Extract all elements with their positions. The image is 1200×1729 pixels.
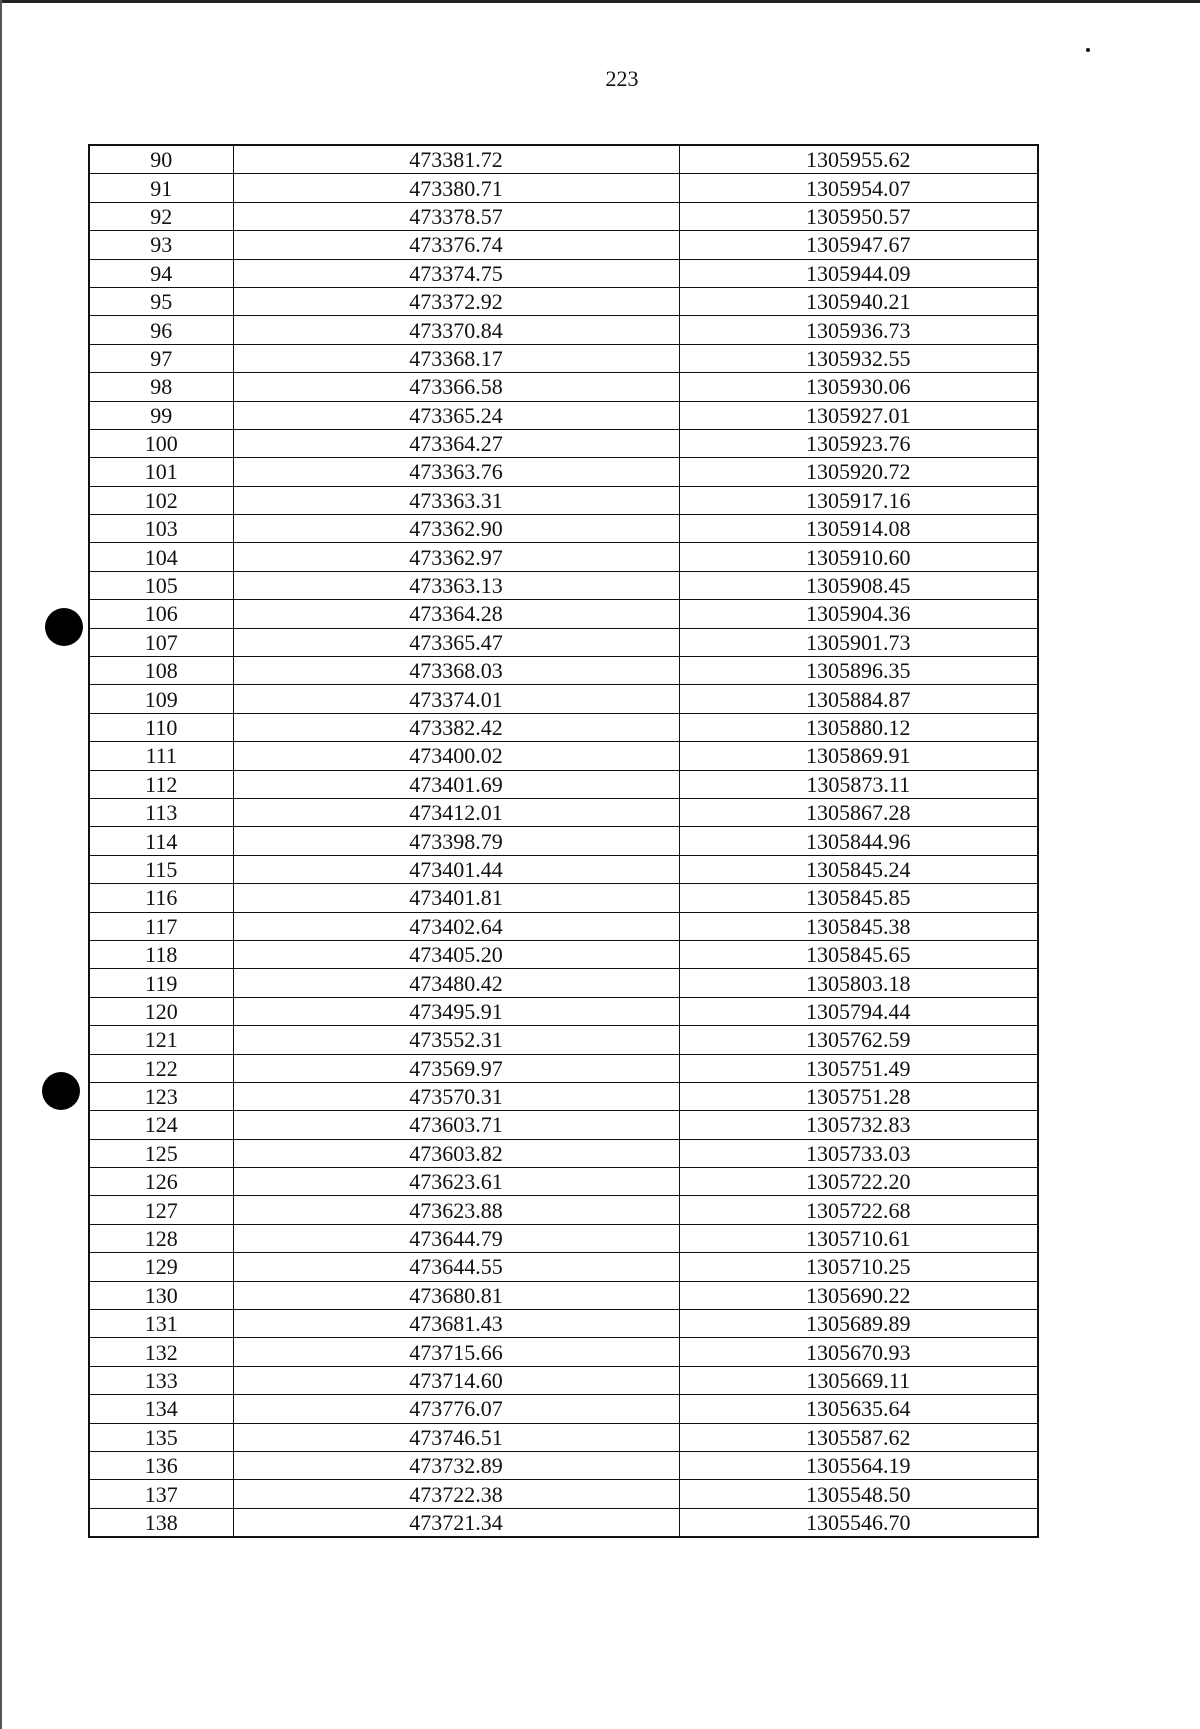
x-coordinate-cell: 473603.82 [233, 1139, 679, 1167]
table-row [89, 1310, 1038, 1338]
x-coordinate-cell: 473644.79 [233, 1224, 679, 1252]
x-coordinate-cell: 473362.97 [233, 543, 679, 571]
y-coordinate-cell: 1305954.07 [679, 174, 1038, 202]
x-coordinate-cell: 473374.01 [233, 685, 679, 713]
y-coordinate-cell: 1305587.62 [679, 1423, 1038, 1451]
table-row [89, 1395, 1038, 1423]
y-coordinate-cell: 1305689.89 [679, 1310, 1038, 1338]
point-number-cell: 115 [89, 855, 233, 883]
point-number-cell: 109 [89, 685, 233, 713]
y-coordinate-cell: 1305917.16 [679, 486, 1038, 514]
x-coordinate-cell: 473382.42 [233, 713, 679, 741]
x-coordinate-cell: 473405.20 [233, 940, 679, 968]
point-number-cell: 105 [89, 571, 233, 599]
x-coordinate-cell: 473721.34 [233, 1508, 679, 1537]
y-coordinate-cell: 1305690.22 [679, 1281, 1038, 1309]
x-coordinate-cell: 473376.74 [233, 231, 679, 259]
x-coordinate-cell: 473368.03 [233, 657, 679, 685]
table-row [89, 202, 1038, 230]
point-number-cell: 112 [89, 770, 233, 798]
table-row [89, 1026, 1038, 1054]
x-coordinate-cell: 473412.01 [233, 798, 679, 826]
y-coordinate-cell: 1305845.38 [679, 912, 1038, 940]
x-coordinate-cell: 473570.31 [233, 1082, 679, 1110]
x-coordinate-cell: 473480.42 [233, 969, 679, 997]
point-number-cell: 111 [89, 742, 233, 770]
x-coordinate-cell: 473746.51 [233, 1423, 679, 1451]
table-row [89, 855, 1038, 883]
x-coordinate-cell: 473372.92 [233, 287, 679, 315]
table-row [89, 344, 1038, 372]
x-coordinate-cell: 473381.72 [233, 145, 679, 174]
y-coordinate-cell: 1305844.96 [679, 827, 1038, 855]
point-number-cell: 103 [89, 515, 233, 543]
table-row [89, 1168, 1038, 1196]
table-row [89, 997, 1038, 1025]
y-coordinate-cell: 1305762.59 [679, 1026, 1038, 1054]
table-row [89, 1281, 1038, 1309]
scan-speck [1086, 48, 1090, 52]
table-row [89, 600, 1038, 628]
y-coordinate-cell: 1305732.83 [679, 1111, 1038, 1139]
table-row [89, 1111, 1038, 1139]
point-number-cell: 98 [89, 373, 233, 401]
point-number-cell: 114 [89, 827, 233, 855]
x-coordinate-cell: 473362.90 [233, 515, 679, 543]
y-coordinate-cell: 1305845.85 [679, 884, 1038, 912]
table-row [89, 770, 1038, 798]
x-coordinate-cell: 473569.97 [233, 1054, 679, 1082]
point-number-cell: 131 [89, 1310, 233, 1338]
table-row [89, 628, 1038, 656]
y-coordinate-cell: 1305880.12 [679, 713, 1038, 741]
table-row [89, 940, 1038, 968]
point-number-cell: 137 [89, 1480, 233, 1508]
y-coordinate-cell: 1305751.28 [679, 1082, 1038, 1110]
point-number-cell: 130 [89, 1281, 233, 1309]
y-coordinate-cell: 1305932.55 [679, 344, 1038, 372]
x-coordinate-cell: 473363.31 [233, 486, 679, 514]
table-row [89, 1196, 1038, 1224]
table-row [89, 1338, 1038, 1366]
table-row [89, 685, 1038, 713]
point-number-cell: 102 [89, 486, 233, 514]
y-coordinate-cell: 1305940.21 [679, 287, 1038, 315]
coordinates-table [88, 144, 1039, 1538]
x-coordinate-cell: 473365.47 [233, 628, 679, 656]
table-row [89, 1480, 1038, 1508]
point-number-cell: 136 [89, 1451, 233, 1479]
table-row [89, 486, 1038, 514]
table-row [89, 827, 1038, 855]
point-number-cell: 123 [89, 1082, 233, 1110]
y-coordinate-cell: 1305910.60 [679, 543, 1038, 571]
x-coordinate-cell: 473714.60 [233, 1366, 679, 1394]
point-number-cell: 127 [89, 1196, 233, 1224]
table-row [89, 657, 1038, 685]
y-coordinate-cell: 1305936.73 [679, 316, 1038, 344]
x-coordinate-cell: 473623.88 [233, 1196, 679, 1224]
y-coordinate-cell: 1305635.64 [679, 1395, 1038, 1423]
x-coordinate-cell: 473623.61 [233, 1168, 679, 1196]
x-coordinate-cell: 473400.02 [233, 742, 679, 770]
table-row [89, 969, 1038, 997]
scan-border-top [0, 0, 1200, 3]
table-row [89, 713, 1038, 741]
x-coordinate-cell: 473552.31 [233, 1026, 679, 1054]
point-number-cell: 107 [89, 628, 233, 656]
x-coordinate-cell: 473732.89 [233, 1451, 679, 1479]
table-row [89, 543, 1038, 571]
point-number-cell: 132 [89, 1338, 233, 1366]
point-number-cell: 96 [89, 316, 233, 344]
y-coordinate-cell: 1305884.87 [679, 685, 1038, 713]
point-number-cell: 95 [89, 287, 233, 315]
table-row [89, 316, 1038, 344]
table-row [89, 1054, 1038, 1082]
y-coordinate-cell: 1305845.24 [679, 855, 1038, 883]
y-coordinate-cell: 1305873.11 [679, 770, 1038, 798]
table-row [89, 231, 1038, 259]
y-coordinate-cell: 1305546.70 [679, 1508, 1038, 1537]
y-coordinate-cell: 1305751.49 [679, 1054, 1038, 1082]
table-row [89, 145, 1038, 174]
y-coordinate-cell: 1305869.91 [679, 742, 1038, 770]
punch-hole [45, 608, 83, 646]
y-coordinate-cell: 1305722.68 [679, 1196, 1038, 1224]
coordinates-table-body [89, 145, 1038, 1537]
y-coordinate-cell: 1305564.19 [679, 1451, 1038, 1479]
table-row [89, 571, 1038, 599]
table-row [89, 458, 1038, 486]
point-number-cell: 91 [89, 174, 233, 202]
x-coordinate-cell: 473776.07 [233, 1395, 679, 1423]
y-coordinate-cell: 1305944.09 [679, 259, 1038, 287]
point-number-cell: 113 [89, 798, 233, 826]
point-number-cell: 117 [89, 912, 233, 940]
x-coordinate-cell: 473603.71 [233, 1111, 679, 1139]
point-number-cell: 110 [89, 713, 233, 741]
table-row [89, 884, 1038, 912]
table-row [89, 259, 1038, 287]
x-coordinate-cell: 473365.24 [233, 401, 679, 429]
table-row [89, 401, 1038, 429]
point-number-cell: 124 [89, 1111, 233, 1139]
x-coordinate-cell: 473681.43 [233, 1310, 679, 1338]
table-row [89, 798, 1038, 826]
table-row [89, 373, 1038, 401]
point-number-cell: 90 [89, 145, 233, 174]
x-coordinate-cell: 473401.44 [233, 855, 679, 883]
y-coordinate-cell: 1305914.08 [679, 515, 1038, 543]
punch-hole [42, 1072, 80, 1110]
point-number-cell: 122 [89, 1054, 233, 1082]
x-coordinate-cell: 473401.81 [233, 884, 679, 912]
y-coordinate-cell: 1305722.20 [679, 1168, 1038, 1196]
scan-border-left [0, 0, 2, 1729]
point-number-cell: 100 [89, 429, 233, 457]
x-coordinate-cell: 473368.17 [233, 344, 679, 372]
point-number-cell: 121 [89, 1026, 233, 1054]
point-number-cell: 101 [89, 458, 233, 486]
y-coordinate-cell: 1305896.35 [679, 657, 1038, 685]
point-number-cell: 126 [89, 1168, 233, 1196]
x-coordinate-cell: 473364.27 [233, 429, 679, 457]
y-coordinate-cell: 1305901.73 [679, 628, 1038, 656]
table-row [89, 287, 1038, 315]
point-number-cell: 138 [89, 1508, 233, 1537]
point-number-cell: 99 [89, 401, 233, 429]
x-coordinate-cell: 473680.81 [233, 1281, 679, 1309]
x-coordinate-cell: 473363.76 [233, 458, 679, 486]
point-number-cell: 120 [89, 997, 233, 1025]
point-number-cell: 135 [89, 1423, 233, 1451]
y-coordinate-cell: 1305710.25 [679, 1253, 1038, 1281]
y-coordinate-cell: 1305908.45 [679, 571, 1038, 599]
y-coordinate-cell: 1305845.65 [679, 940, 1038, 968]
point-number-cell: 94 [89, 259, 233, 287]
y-coordinate-cell: 1305670.93 [679, 1338, 1038, 1366]
x-coordinate-cell: 473366.58 [233, 373, 679, 401]
point-number-cell: 134 [89, 1395, 233, 1423]
table-row [89, 1253, 1038, 1281]
x-coordinate-cell: 473495.91 [233, 997, 679, 1025]
point-number-cell: 125 [89, 1139, 233, 1167]
x-coordinate-cell: 473715.66 [233, 1338, 679, 1366]
y-coordinate-cell: 1305927.01 [679, 401, 1038, 429]
table-row [89, 1451, 1038, 1479]
y-coordinate-cell: 1305904.36 [679, 600, 1038, 628]
x-coordinate-cell: 473378.57 [233, 202, 679, 230]
y-coordinate-cell: 1305950.57 [679, 202, 1038, 230]
table-row [89, 1423, 1038, 1451]
y-coordinate-cell: 1305803.18 [679, 969, 1038, 997]
x-coordinate-cell: 473644.55 [233, 1253, 679, 1281]
point-number-cell: 118 [89, 940, 233, 968]
x-coordinate-cell: 473374.75 [233, 259, 679, 287]
x-coordinate-cell: 473401.69 [233, 770, 679, 798]
point-number-cell: 128 [89, 1224, 233, 1252]
point-number-cell: 104 [89, 543, 233, 571]
point-number-cell: 97 [89, 344, 233, 372]
x-coordinate-cell: 473370.84 [233, 316, 679, 344]
y-coordinate-cell: 1305669.11 [679, 1366, 1038, 1394]
y-coordinate-cell: 1305548.50 [679, 1480, 1038, 1508]
x-coordinate-cell: 473380.71 [233, 174, 679, 202]
point-number-cell: 106 [89, 600, 233, 628]
x-coordinate-cell: 473722.38 [233, 1480, 679, 1508]
y-coordinate-cell: 1305947.67 [679, 231, 1038, 259]
table-row [89, 174, 1038, 202]
table-row [89, 1139, 1038, 1167]
table-row [89, 1508, 1038, 1537]
table-row [89, 515, 1038, 543]
point-number-cell: 133 [89, 1366, 233, 1394]
y-coordinate-cell: 1305920.72 [679, 458, 1038, 486]
table-row [89, 429, 1038, 457]
point-number-cell: 116 [89, 884, 233, 912]
point-number-cell: 108 [89, 657, 233, 685]
table-row [89, 1224, 1038, 1252]
point-number-cell: 93 [89, 231, 233, 259]
x-coordinate-cell: 473402.64 [233, 912, 679, 940]
y-coordinate-cell: 1305867.28 [679, 798, 1038, 826]
point-number-cell: 129 [89, 1253, 233, 1281]
x-coordinate-cell: 473364.28 [233, 600, 679, 628]
table-row [89, 1366, 1038, 1394]
point-number-cell: 92 [89, 202, 233, 230]
page-number: 223 [605, 66, 639, 91]
x-coordinate-cell: 473398.79 [233, 827, 679, 855]
y-coordinate-cell: 1305955.62 [679, 145, 1038, 174]
y-coordinate-cell: 1305930.06 [679, 373, 1038, 401]
y-coordinate-cell: 1305733.03 [679, 1139, 1038, 1167]
table-row [89, 912, 1038, 940]
y-coordinate-cell: 1305794.44 [679, 997, 1038, 1025]
x-coordinate-cell: 473363.13 [233, 571, 679, 599]
table-row [89, 1082, 1038, 1110]
y-coordinate-cell: 1305923.76 [679, 429, 1038, 457]
y-coordinate-cell: 1305710.61 [679, 1224, 1038, 1252]
point-number-cell: 119 [89, 969, 233, 997]
table-row [89, 742, 1038, 770]
